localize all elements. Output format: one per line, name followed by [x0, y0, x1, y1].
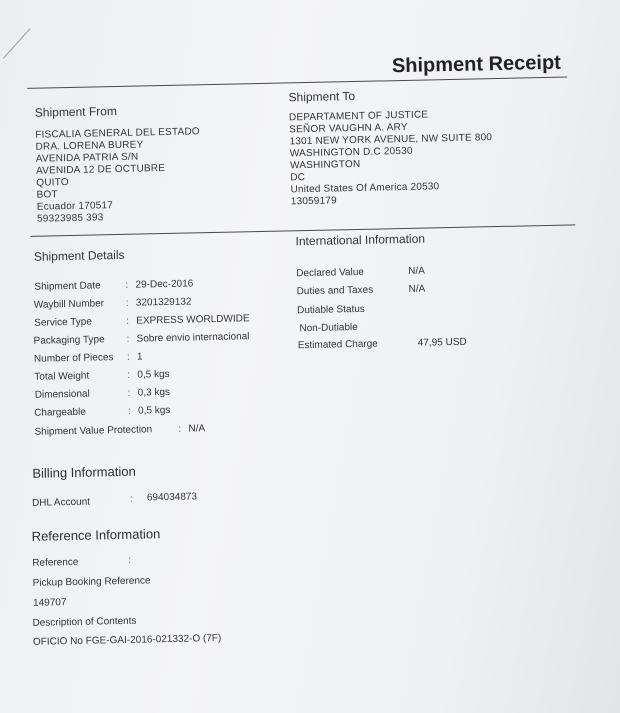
dhl-account-value: 694034873	[146, 491, 198, 504]
estimated-charge-value: 47,95 USD	[417, 336, 467, 349]
intl-label: Declared Value	[296, 266, 365, 280]
to-line: DEPARTAMENT OF JUSTICE	[288, 109, 429, 124]
protection-value: N/A	[188, 423, 206, 435]
shipment-from-address	[35, 126, 202, 225]
reference-label: Reference	[32, 556, 79, 569]
detail-colon: :	[125, 297, 129, 309]
to-line: United States Of America 20530	[290, 181, 440, 196]
protection-label: Shipment Value Protection	[34, 424, 153, 438]
detail-colon: :	[128, 554, 132, 566]
title-rule	[27, 77, 567, 89]
detail-colon: :	[125, 279, 129, 291]
detail-label: Waybill Number	[33, 298, 105, 311]
shipment-date-value: 29-Dec-2016	[135, 278, 194, 291]
from-line: AVENIDA PATRIA S/N	[35, 151, 139, 165]
detail-colon: :	[129, 493, 133, 505]
from-line: FISCALIA GENERAL DEL ESTADO	[35, 126, 200, 141]
detail-label: Packaging Type	[33, 334, 105, 347]
total-weight-value: 0,5 kgs	[137, 368, 170, 381]
duties-taxes-value: N/A	[408, 283, 426, 295]
page-title: Shipment Receipt	[391, 51, 562, 78]
detail-colon: :	[127, 387, 131, 399]
waybill-number-value: 3201329132	[135, 296, 192, 309]
from-line: Ecuador 170517	[36, 200, 114, 213]
detail-colon: :	[126, 333, 130, 345]
to-line: DC	[290, 172, 306, 184]
detail-label: Number of Pieces	[33, 352, 114, 365]
chargeable-value: 0,5 kgs	[138, 404, 171, 417]
billing-header: Billing Information	[32, 463, 136, 481]
pickup-label: Pickup Booking Reference	[32, 575, 151, 589]
to-line: 13059179	[290, 195, 337, 208]
detail-label: Shipment Date	[34, 280, 101, 293]
to-line: WASHINGTON D.C 20530	[289, 145, 413, 160]
dimensional-value: 0,3 kgs	[137, 386, 171, 399]
detail-label: Dimensional	[34, 388, 90, 401]
to-line: SEÑOR VAUGHN A. ARY	[289, 121, 408, 136]
pickup-value: 149707	[33, 597, 67, 609]
pieces-value: 1	[136, 351, 143, 363]
service-type-value: EXPRESS WORLDWIDE	[136, 313, 250, 327]
intl-label: Dutiable Status	[296, 303, 365, 317]
from-line: QUITO	[36, 177, 69, 189]
from-line: AVENIDA 12 DE OCTUBRE	[35, 162, 166, 177]
detail-colon: :	[128, 405, 132, 417]
packaging-type-value: Sobre envio internacional	[136, 331, 250, 345]
shipment-details-header: Shipment Details	[33, 247, 125, 264]
detail-label: Service Type	[34, 316, 92, 329]
detail-colon: :	[178, 423, 182, 435]
international-header: International Information	[295, 231, 426, 249]
intl-label: Estimated Charge	[297, 338, 378, 352]
from-line: BOT	[36, 189, 58, 201]
to-line: WASHINGTON	[289, 158, 361, 172]
detail-label: Total Weight	[34, 370, 90, 383]
to-line: 1301 NEW YORK AVENUE, NW SUITE 800	[289, 132, 493, 148]
from-line: 59323985 393	[36, 212, 104, 225]
detail-colon: :	[126, 315, 130, 327]
from-line: DRA. LORENA BUREY	[35, 139, 144, 153]
shipment-to-header: Shipment To	[288, 89, 356, 105]
intl-label: Non-Dutiable	[299, 321, 358, 335]
intl-label: Duties and Taxes	[296, 284, 374, 298]
reference-header: Reference Information	[31, 526, 161, 544]
shipment-from-header: Shipment From	[34, 103, 118, 120]
contents-label: Description of Contents	[32, 615, 137, 629]
detail-colon: :	[126, 351, 130, 363]
contents-value: OFICIO No FGE-GAI-2016-021332-O (7F)	[32, 632, 222, 648]
detail-colon: :	[127, 369, 131, 381]
shipment-to-address	[289, 108, 494, 208]
declared-value: N/A	[408, 265, 426, 277]
detail-label: Chargeable	[34, 406, 86, 419]
dhl-account-label: DHL Account	[31, 496, 91, 509]
